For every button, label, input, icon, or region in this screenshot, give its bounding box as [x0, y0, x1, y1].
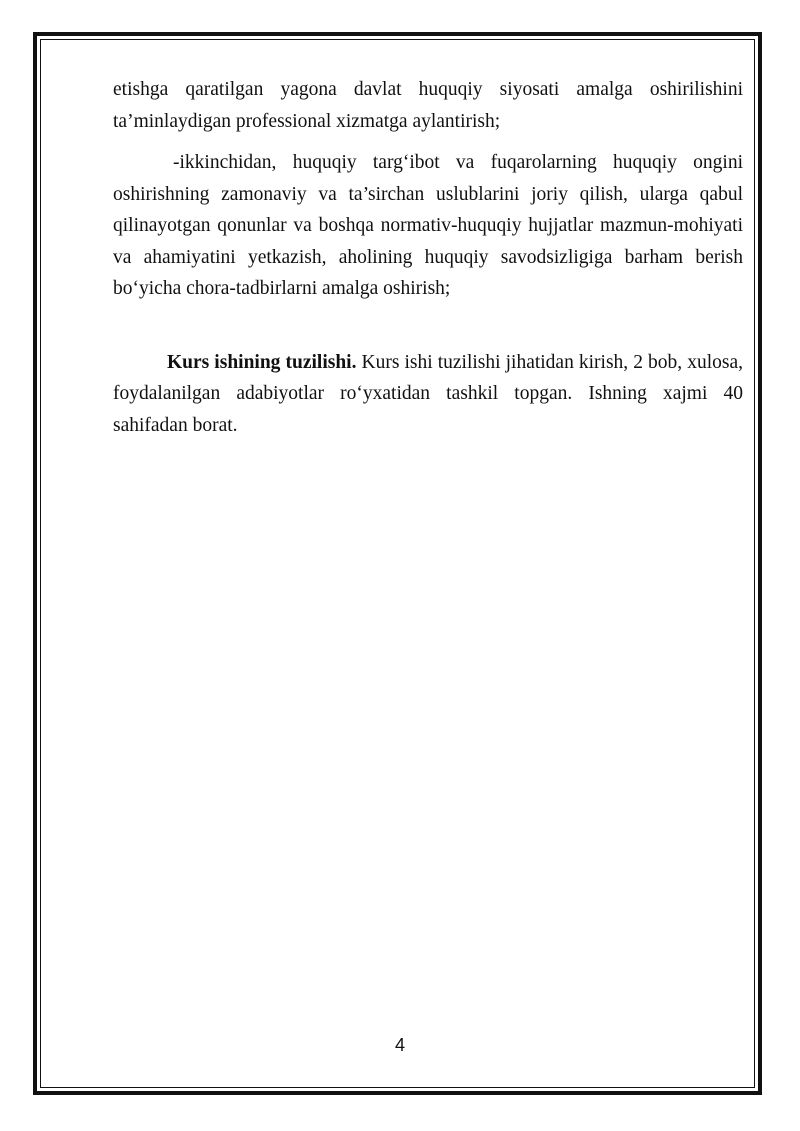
page-number: 4 [394, 1035, 405, 1055]
paragraph-structure [113, 347, 743, 442]
structure-text: Kurs ishi tuzilishi jihatidan kirish, 2 bob, xulosa, foydalanilgan adabiyotlar ro‘yxatidan tashkil topgan. Ishning xajmi 40 sahifadan borat. [113, 351, 743, 436]
structure-heading: Kurs ishining tuzilishi. [167, 351, 357, 373]
document-body [113, 74, 743, 441]
paragraph-second-point: -ikkinchidan, huquqiy targ‘ibot va fuqarolarning huquqiy ongini oshirishning zamonaviy va ta’sirchan uslublarini joriy qilish, ularga qabul qilinayotgan qonunlar va boshqa normativ-huquqiy hujjatlar mazmun-mohiyati va ahamiyatini yetkazish, aholining huquqiy savodsizligiga barham berish bo‘yicha chora-tadbirlarni amalga oshirish; [113, 152, 743, 299]
paragraph-continuation: etishga qaratilgan yagona davlat huquqiy siyosati amalga oshirilishini ta’minlaydigan professional xizmatga aylantirish; [113, 79, 743, 132]
